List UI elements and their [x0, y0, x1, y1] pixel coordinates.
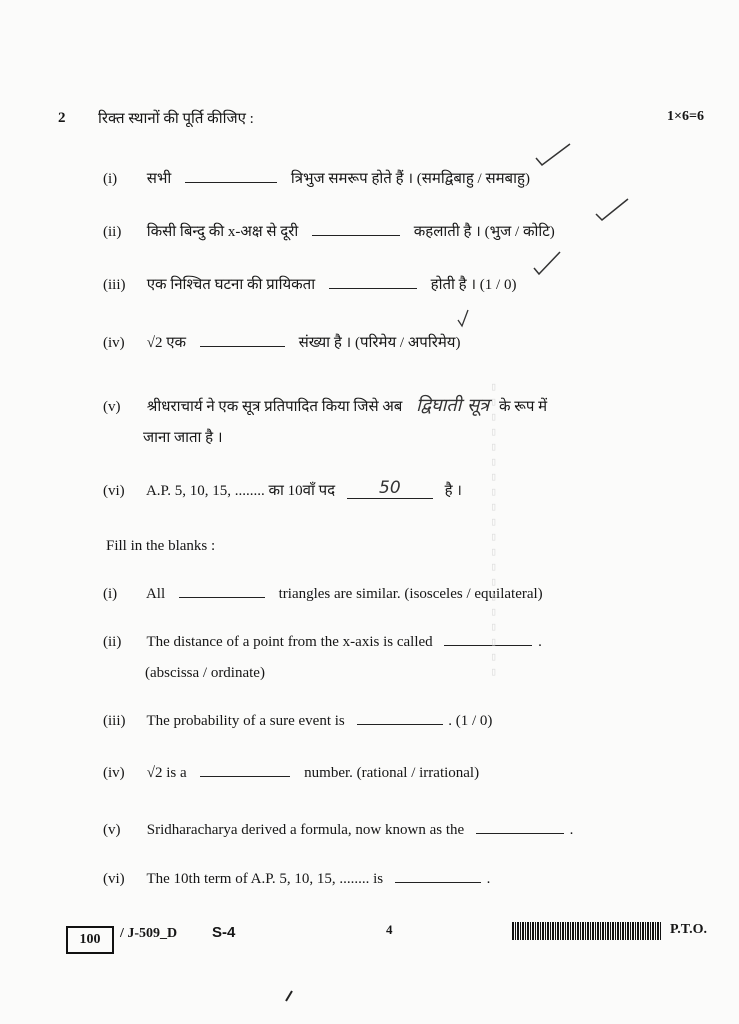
item-text-after: संख्या है । (परिमेय / अपरिमेय)	[298, 335, 461, 351]
item-text-after: कहलाती है । (भुज / कोटि)	[413, 224, 555, 240]
item-number: (vi)	[103, 483, 125, 499]
item-number: (ii)	[103, 224, 122, 240]
tick-mark-icon	[596, 199, 628, 220]
item-text-after: .	[486, 871, 491, 887]
item-text-after: . (1 / 0)	[448, 713, 493, 729]
handwritten-answer: 50	[379, 478, 401, 498]
handwritten-answer: द्विघाती सूत्र	[416, 395, 490, 416]
question-heading: रिक्त स्थानों की पूर्ति कीजिए :	[98, 111, 254, 127]
item-text-before: The distance of a point from the x-axis is called	[146, 634, 433, 650]
item-text-before: श्रीधराचार्य ने एक सूत्र प्रतिपादित किया जिसे अब	[146, 399, 403, 415]
tick-mark-icon	[534, 252, 560, 274]
item-number: (iv)	[103, 335, 125, 351]
footer-box	[66, 926, 114, 954]
item-number: (iii)	[103, 713, 126, 729]
item-text-after: .	[569, 822, 574, 838]
question-number: 2	[58, 110, 66, 126]
item-text-before: The probability of a sure event is	[146, 713, 345, 729]
item-text-after: होती है । (1 / 0)	[430, 277, 517, 293]
question-marks: 1×6=6	[667, 109, 704, 124]
barcode-icon	[512, 922, 662, 940]
item-number: (vi)	[103, 871, 125, 887]
item-number: (i)	[103, 171, 118, 187]
item-text-before: सभी	[146, 171, 172, 187]
page-number: 4	[386, 922, 393, 937]
item-text-before: √2 is a	[146, 765, 187, 781]
item-number: (iii)	[103, 277, 126, 293]
item-text-after: .	[538, 634, 542, 650]
faint-stamp: ▯▯▯▯▯▯▯▯▯▯▯▯▯▯▯▯▯▯▯▯	[487, 380, 500, 680]
footer-series: S-4	[212, 924, 236, 941]
footer-box-number: 100	[79, 932, 101, 947]
item-text-before: A.P. 5, 10, 15, ........ का 10वाँ पद	[145, 483, 336, 499]
item-text-before: एक निश्चित घटना की प्रायिकता	[146, 277, 316, 293]
item-number: (iv)	[103, 765, 125, 781]
item-text-before: The 10th term of A.P. 5, 10, 15, ........ is	[146, 871, 384, 887]
pto-label: P.T.O.	[670, 922, 707, 937]
item-text-after: है ।	[444, 483, 462, 499]
item-number: (ii)	[103, 634, 122, 650]
footer-code: / J-509_D	[120, 926, 178, 941]
item-text-after: number. (rational / irrational)	[304, 765, 480, 781]
item-number: (i)	[103, 586, 118, 602]
item-text-before: किसी बिन्दु की x-अक्ष से दूरी	[146, 224, 299, 240]
item-text-before: √2 एक	[146, 335, 187, 351]
item-text-before: Sridharacharya derived a formula, now known as the	[146, 822, 465, 838]
tick-mark-icon	[536, 144, 570, 165]
english-item-2-continuation: (abscissa / ordinate)	[145, 665, 265, 681]
english-heading: Fill in the blanks :	[106, 538, 216, 554]
item-number: (v)	[103, 822, 121, 838]
pen-stroke-icon	[286, 991, 292, 1001]
item-text-after: triangles are similar. (isosceles / equilateral)	[278, 586, 543, 602]
barcode	[512, 922, 662, 940]
item-number: (v)	[103, 399, 121, 415]
item-text-before: All	[145, 586, 166, 602]
hindi-item-5-continuation: जाना जाता है ।	[143, 430, 223, 446]
item-text-after: के रूप में	[498, 399, 548, 415]
tick-mark-icon	[458, 310, 468, 326]
item-text-after: त्रिभुज समरूप होते हैं । (समद्विबाहु / समबाहु)	[290, 171, 530, 187]
